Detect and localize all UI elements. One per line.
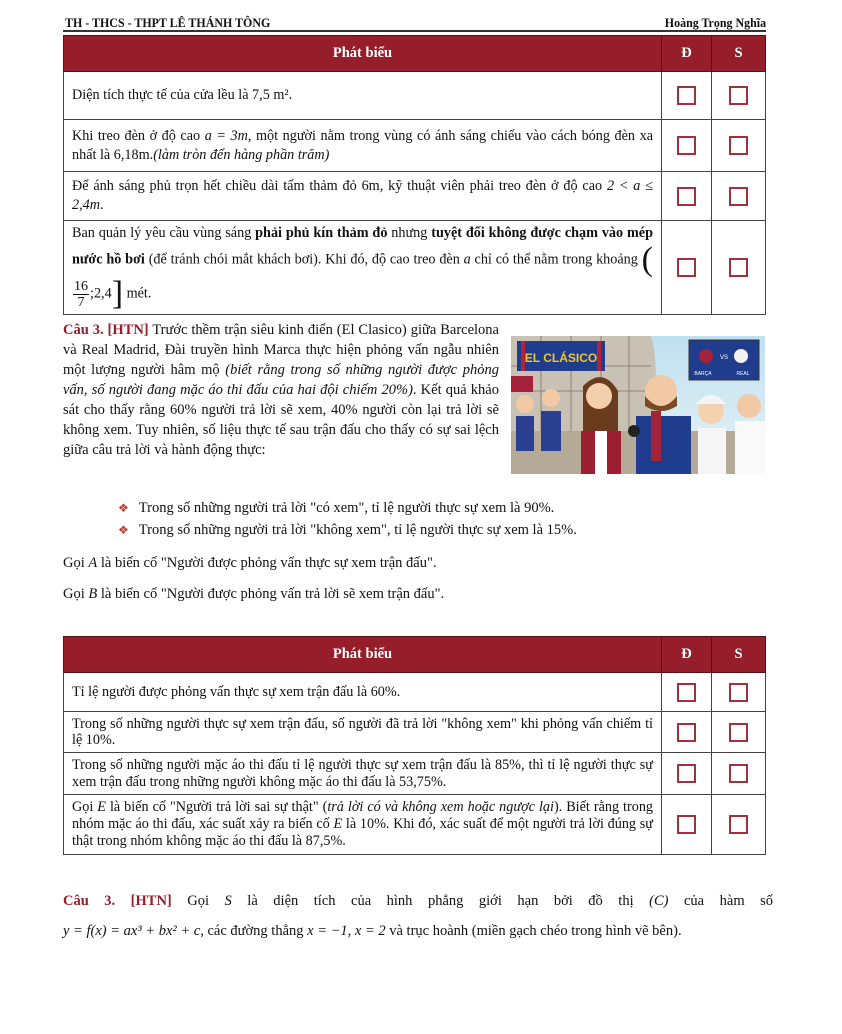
table-header-row	[64, 637, 766, 673]
banner-text: EL CLÁSICO	[524, 351, 598, 365]
table-row	[64, 120, 766, 172]
false-cell[interactable]	[712, 753, 766, 795]
header-true: Đ	[662, 637, 712, 673]
header-false: S	[712, 36, 766, 72]
true-cell[interactable]	[662, 120, 712, 172]
true-cell[interactable]	[662, 221, 712, 315]
true-checkbox[interactable]	[677, 136, 696, 155]
bullet-list	[118, 497, 577, 541]
statement-text: Ban quản lý yêu cầu vùng sáng phải phủ kín thảm đỏ nhưng tuyệt đối không được chạm vào mép nước hồ bơi (để tránh chói mắt khách bơi). Khi đó, độ cao treo đèn a chỉ có thể nằm trong khoảng ( $\frac{16}{7}$ ;2,4] mét.	[64, 221, 662, 315]
table-row	[64, 72, 766, 120]
false-cell[interactable]	[712, 172, 766, 221]
math-expr: 6,18m	[113, 146, 150, 163]
true-cell[interactable]	[662, 753, 712, 795]
false-cell[interactable]	[712, 72, 766, 120]
table-row	[64, 172, 766, 221]
false-checkbox[interactable]	[729, 258, 748, 277]
diamond-bullet-icon: ❖	[118, 523, 129, 537]
true-checkbox[interactable]	[677, 683, 696, 702]
math-expr: 6m	[361, 178, 380, 194]
boundary-lines: x = −1, x = 2	[307, 923, 386, 939]
statement-text: Khi treo đèn ở độ cao a = 3m, một người nằm trong vùng có ánh sáng chiếu vào cách bóng đèn xa nhất là 6,18m.(làm tròn đến hàng phần trăm)	[64, 120, 662, 172]
statement-text: Diện tích thực tế của cửa lều là 7,5 m².	[64, 72, 662, 120]
svg-text:BARÇA: BARÇA	[694, 371, 712, 377]
school-name: TH - THCS - THPT LÊ THÁNH TÔNG	[65, 15, 271, 30]
header-statement: Phát biểu	[64, 637, 662, 673]
false-checkbox[interactable]	[729, 764, 748, 783]
header-statement: Phát biểu	[64, 36, 662, 72]
statement-text: Gọi E là biến cố "Người trả lời sai sự thật" (trả lời có và không xem hoặc ngược lại). Biết rằng trong nhóm mặc áo thi đấu, xác suất xảy ra biến cố E là 10%. Khi đó, xác suất để một người trả lời đúng sự thật trong nhóm không mặc áo thi đấu là 87,5%.	[64, 795, 662, 855]
italic-note: (làm tròn đến hàng phần trăm)	[153, 146, 330, 163]
false-checkbox[interactable]	[729, 136, 748, 155]
question-label: Câu 3. [HTN]	[63, 322, 149, 338]
true-false-table-1	[63, 35, 766, 315]
false-cell[interactable]	[712, 795, 766, 855]
true-checkbox[interactable]	[677, 86, 696, 105]
false-cell[interactable]	[712, 712, 766, 753]
list-item: ❖ Trong số những người trả lời "có xem", tỉ lệ người thực sự xem là 90%.	[118, 500, 555, 516]
event-b-definition: Gọi B là biến cố "Người được phỏng vấn trả lời sẽ xem trận đấu".	[63, 586, 445, 602]
false-checkbox[interactable]	[729, 86, 748, 105]
math-expr: 7,5 m²	[252, 87, 289, 103]
statement-text: Trong số những người mặc áo thi đấu tỉ lệ người thực sự xem trận đấu là 85%, thì tỉ lệ người thực sự xem trận đấu trong những người không mặc áo thi đấu là 53,75%.	[64, 753, 662, 795]
false-checkbox[interactable]	[729, 723, 748, 742]
close-bracket: ]	[111, 275, 124, 312]
function-formula: y = f(x) = ax³ + bx² + c	[63, 923, 201, 939]
true-cell[interactable]	[662, 172, 712, 221]
true-cell[interactable]	[662, 72, 712, 120]
true-cell[interactable]	[662, 795, 712, 855]
math-expr: a = 3m	[204, 127, 248, 144]
table-row	[64, 712, 766, 753]
true-checkbox[interactable]	[677, 764, 696, 783]
open-paren: (	[641, 241, 653, 278]
question-4-text: Câu 3. [HTN] Gọi S là diện tích của hình phẳng giới hạn bởi đồ thị (C) của hàm số y = f(x) = ax³ + bx² + c, các đường thẳng x = −1, x = 2 và trục hoành (miền gạch chéo trong hình vẽ bên).	[63, 893, 774, 939]
svg-text:VS: VS	[719, 355, 729, 361]
table-header-row	[64, 36, 766, 72]
header-false: S	[712, 637, 766, 673]
math-expr: 2 < a ≤ 2,4m	[72, 178, 654, 213]
false-checkbox[interactable]	[729, 683, 748, 702]
table-row	[64, 795, 766, 855]
statement-text: Để ánh sáng phủ trọn hết chiều dài tấm thảm đỏ 6m, kỹ thuật viên phải treo đèn ở độ cao 2 < a ≤ 2,4m.	[64, 172, 662, 221]
math-var: a	[463, 251, 471, 268]
false-cell[interactable]	[712, 221, 766, 315]
diamond-bullet-icon: ❖	[118, 501, 129, 515]
table-row	[64, 753, 766, 795]
statement-text: Trong số những người thực sự xem trận đấu, số người đã trả lời "không xem" khi phỏng vấn chiếm tỉ lệ 10%.	[64, 712, 662, 753]
table-row	[64, 221, 766, 315]
list-item: ❖ Trong số những người trả lời "không xem", tỉ lệ người thực sự xem là 15%.	[118, 522, 577, 538]
true-checkbox[interactable]	[677, 815, 696, 834]
false-checkbox[interactable]	[729, 187, 748, 206]
false-checkbox[interactable]	[729, 815, 748, 834]
false-cell[interactable]	[712, 120, 766, 172]
true-checkbox[interactable]	[677, 187, 696, 206]
header-true: Đ	[662, 36, 712, 72]
svg-text:REAL: REAL	[736, 371, 750, 377]
question-label: Câu 3. [HTN]	[63, 893, 172, 909]
el-clasico-illustration	[511, 336, 765, 474]
true-checkbox[interactable]	[677, 258, 696, 277]
true-cell[interactable]	[662, 712, 712, 753]
table-row	[64, 673, 766, 712]
question-3-text: Câu 3. [HTN] Trước thềm trận siêu kinh điển (El Clasico) giữa Barcelona và Real Madrid, Đài truyền hình Marca thực hiện phỏng vấn ngẫu nhiên một lượng người hâm mộ (biết rằng trong số những người được phỏng vấn, số người đang mặc áo thi đấu của hai đội chiếm 20%). Kết quả khảo sát cho thấy rằng 60% người trả lời sẽ xem, 40% người còn lại trả lời sẽ không xem. Tuy nhiên, số liệu thực tế sau trận đấu cho thấy có sự sai lệch giữa câu trả lời và hành động thực:	[63, 322, 499, 458]
true-checkbox[interactable]	[677, 723, 696, 742]
statement-text: Tỉ lệ người được phỏng vấn thực sự xem trận đấu là 60%.	[64, 673, 662, 712]
fraction: $\frac{16}{7}$	[74, 278, 88, 310]
page-header	[63, 12, 766, 32]
true-cell[interactable]	[662, 673, 712, 712]
event-a-definition: Gọi A là biến cố "Người được phỏng vấn thực sự xem trận đấu".	[63, 555, 437, 571]
true-false-table-2	[63, 636, 766, 855]
false-cell[interactable]	[712, 673, 766, 712]
author-name: Hoàng Trọng Nghĩa	[664, 15, 766, 30]
